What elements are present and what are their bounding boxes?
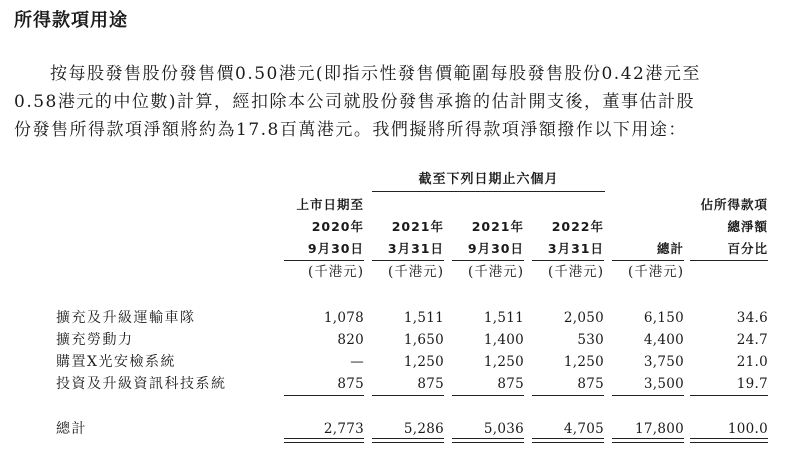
section-heading: 所得款項用途 bbox=[14, 10, 128, 31]
cell-value: 2,050 bbox=[563, 310, 604, 326]
subtotal-line bbox=[690, 395, 768, 396]
total-value: 4,705 bbox=[563, 421, 604, 437]
total-double-underline bbox=[372, 438, 444, 443]
total-value: 100.0 bbox=[727, 421, 768, 437]
total-double-underline bbox=[532, 438, 604, 443]
paragraph-line-1: 按每股發售股份發售價0.50港元(即指示性發售價範圍每股發售股份0.42港元至 bbox=[50, 64, 701, 84]
total-double-underline bbox=[690, 438, 768, 443]
cell-value: 1,400 bbox=[483, 332, 524, 348]
cell-value: 875 bbox=[337, 376, 364, 392]
group-header-six-months: 截至下列日期止六個月 bbox=[372, 168, 605, 192]
cell-value: 6,150 bbox=[643, 310, 684, 326]
cell-value: 34.6 bbox=[736, 310, 768, 326]
header-underline bbox=[372, 260, 444, 261]
col-header-percentage: 佔所得款項 總淨額 百分比 bbox=[700, 197, 768, 256]
row-label: 擴充勞動力 bbox=[56, 332, 134, 348]
total-double-underline bbox=[452, 438, 524, 443]
col-header-sep-2021: 2021年 9月30日 bbox=[467, 219, 524, 256]
cell-value: 1,511 bbox=[483, 310, 524, 326]
cell-value: 1,250 bbox=[563, 354, 604, 370]
cell-value: 1,650 bbox=[403, 332, 444, 348]
unit-label: (千港元) bbox=[467, 264, 524, 280]
cell-value: 1,250 bbox=[483, 354, 524, 370]
subtotal-line bbox=[532, 395, 604, 396]
cell-value: 875 bbox=[417, 376, 444, 392]
header-underline bbox=[532, 260, 604, 261]
subtotal-line bbox=[372, 395, 444, 396]
header-underline bbox=[452, 260, 524, 261]
total-value: 2,773 bbox=[323, 421, 364, 437]
header-underline bbox=[612, 260, 684, 261]
subtotal-line bbox=[612, 395, 684, 396]
total-double-underline bbox=[284, 438, 364, 443]
subtotal-line bbox=[284, 395, 364, 396]
col-header-listing-2020: 上市日期至 2020年 9月30日 bbox=[296, 197, 364, 256]
subtotal-line bbox=[452, 395, 524, 396]
cell-value: 4,400 bbox=[643, 332, 684, 348]
total-label: 總計 bbox=[56, 421, 87, 437]
cell-value: 1,078 bbox=[323, 310, 364, 326]
cell-value: 530 bbox=[577, 332, 604, 348]
row-label: 投資及升級資訊科技系統 bbox=[56, 376, 227, 392]
total-value: 5,036 bbox=[483, 421, 524, 437]
header-underline bbox=[690, 260, 768, 261]
row-label: 擴充及升級運輸車隊 bbox=[56, 310, 196, 326]
cell-value: — bbox=[350, 354, 364, 370]
total-double-underline bbox=[612, 438, 684, 443]
unit-label: (千港元) bbox=[627, 264, 684, 280]
cell-value: 3,750 bbox=[643, 354, 684, 370]
total-value: 5,286 bbox=[403, 421, 444, 437]
cell-value: 875 bbox=[497, 376, 524, 392]
cell-value: 19.7 bbox=[736, 376, 768, 392]
paragraph-line-3: 份發售所得款項淨額將約為17.8百萬港元。我們擬將所得款項淨額撥作以下用途： bbox=[14, 120, 687, 140]
row-label: 購置X光安檢系統 bbox=[56, 354, 176, 370]
cell-value: 820 bbox=[337, 332, 364, 348]
cell-value: 875 bbox=[577, 376, 604, 392]
unit-label: (千港元) bbox=[307, 264, 364, 280]
cell-value: 24.7 bbox=[736, 332, 768, 348]
unit-label: (千港元) bbox=[387, 264, 444, 280]
col-header-mar-2021: 2021年 3月31日 bbox=[387, 219, 444, 256]
total-value: 17,800 bbox=[634, 421, 684, 437]
cell-value: 1,250 bbox=[403, 354, 444, 370]
unit-label: (千港元) bbox=[547, 264, 604, 280]
col-header-mar-2022: 2022年 3月31日 bbox=[547, 219, 604, 256]
paragraph-line-2: 0.58港元的中位數)計算，經扣除本公司就股份發售承擔的估計開支後，董事估計股 bbox=[14, 92, 695, 112]
cell-value: 21.0 bbox=[736, 354, 768, 370]
header-underline bbox=[284, 260, 364, 261]
col-header-total: 總計 bbox=[656, 241, 684, 256]
cell-value: 3,500 bbox=[643, 376, 684, 392]
cell-value: 1,511 bbox=[403, 310, 444, 326]
